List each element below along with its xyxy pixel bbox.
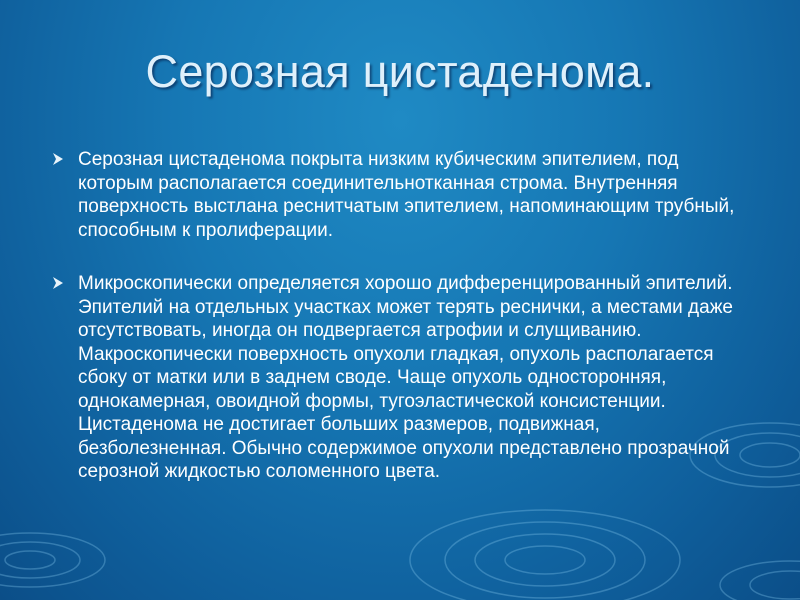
bullet-item: [50, 148, 750, 242]
bullet-list: [50, 148, 750, 514]
arrowhead-bullet-icon: [52, 276, 64, 290]
arrowhead-bullet-icon: [52, 152, 64, 166]
bullet-text: Серозная цистаденома покрыта низким кубическим эпителием, под которым располагается соединительнотканная строма. Внутренняя поверхность выстлана реснитчатым эпителием, напоминающим трубный, способным к пролиферации.: [78, 149, 735, 241]
bullet-item: [50, 272, 750, 484]
bullet-text: Микроскопически определяется хорошо дифференцированный эпителий. Эпителий на отдельных участках может терять реснички, а местами даже отсутствовать, иногда он подвергается атрофии и слущиванию. Макроскопически поверхность опухоли гладкая, опухоль располагается сбоку от матки или в заднем своде. Чаще опухоль односторонняя, однокамерная, овоидной формы, тугоэластической консистенции. Цистаденома не достигает больших размеров, подвижная, безболезненная. Обычно содержимое опухоли представлено прозрачной серозной жидкостью соломенного цвета.: [78, 273, 733, 482]
slide-title: Серозная цистаденома.: [145, 46, 655, 97]
